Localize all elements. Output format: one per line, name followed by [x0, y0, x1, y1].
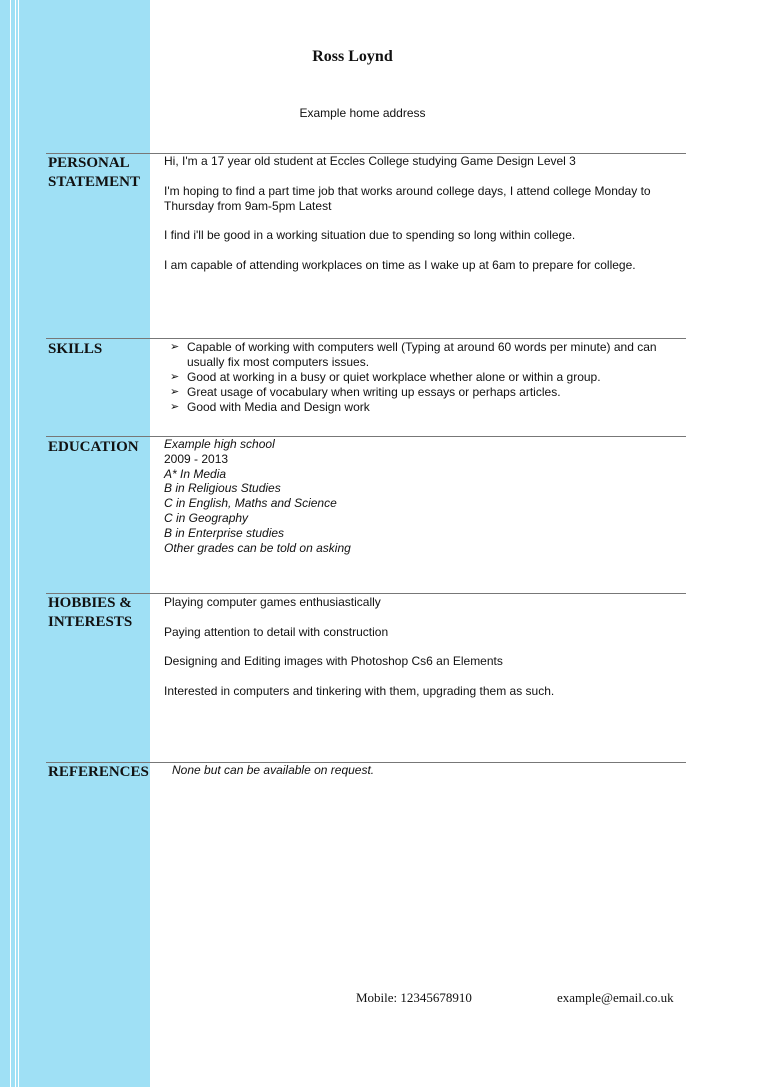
- paragraph: Interested in computers and tinkering with them, upgrading them as such.: [164, 683, 555, 698]
- references-text: None but can be available on request.: [172, 763, 375, 777]
- sidebar-divider: [18, 0, 19, 1087]
- education-line: B in Religious Studies: [164, 481, 281, 496]
- personal-statement-heading: PERSONAL STATEMENT: [48, 155, 140, 190]
- education-line: B in Enterprise studies: [164, 525, 285, 540]
- footer-email: example@email.co.uk: [557, 990, 674, 1005]
- sidebar-divider: [15, 0, 16, 1087]
- education-line: Example high school: [164, 437, 275, 451]
- paragraph: Hi, I'm a 17 year old student at Eccles College studying Game Design Level 3: [164, 154, 576, 168]
- arrow-bullet-icon: ➢: [170, 386, 180, 398]
- sidebar-divider: [10, 0, 11, 1087]
- list-item: ➢ Capable of working with computers well (Typing at around 60 words per minute) and can usually fix most computers issues.: [170, 340, 657, 369]
- paragraph: Designing and Editing images with Photoshop Cs6 an Elements: [164, 654, 503, 668]
- list-item: ➢ Good at working in a busy or quiet workplace whether alone or within a group.: [170, 370, 601, 384]
- education-line: A* In Media: [164, 466, 227, 481]
- education-line: C in Geography: [164, 510, 249, 525]
- footer-mobile: Mobile: 12345678910: [356, 990, 472, 1005]
- paragraph: Paying attention to detail with construction: [164, 624, 389, 639]
- paragraph: I am capable of attending workplaces on time as I wake up at 6am to prepare for college.: [164, 257, 636, 272]
- arrow-bullet-icon: ➢: [170, 341, 180, 353]
- personal-statement-body: [164, 154, 684, 287]
- paragraph: I'm hoping to find a part time job that works around college days, I attend college Monday to Thursday from 9am-5pm Latest: [164, 183, 651, 213]
- education-line: 2009 - 2013: [164, 451, 229, 466]
- section-divider: [46, 338, 686, 339]
- home-address: Example home address: [299, 106, 426, 120]
- arrow-bullet-icon: ➢: [170, 371, 180, 383]
- education-heading: EDUCATION: [48, 439, 139, 455]
- education-body: [164, 437, 684, 555]
- education-line: C in English, Maths and Science: [164, 496, 337, 511]
- education-line: Other grades can be told on asking: [164, 540, 351, 555]
- skills-heading: SKILLS: [48, 341, 103, 357]
- hobbies-body: [164, 595, 684, 713]
- arrow-bullet-icon: ➢: [170, 401, 180, 413]
- skills-list: [170, 340, 685, 415]
- hobbies-heading: HOBBIES & INTERESTS: [48, 595, 133, 630]
- list-item: ➢ Great usage of vocabulary when writing up essays or perhaps articles.: [170, 385, 561, 399]
- paragraph: I find i'll be good in a working situation due to spending so long within college.: [164, 228, 576, 242]
- applicant-name: Ross Loynd: [312, 48, 393, 65]
- paragraph: Playing computer games enthusiastically: [164, 595, 381, 609]
- references-heading: REFERENCES: [48, 764, 149, 780]
- list-item: ➢ Good with Media and Design work: [170, 400, 370, 414]
